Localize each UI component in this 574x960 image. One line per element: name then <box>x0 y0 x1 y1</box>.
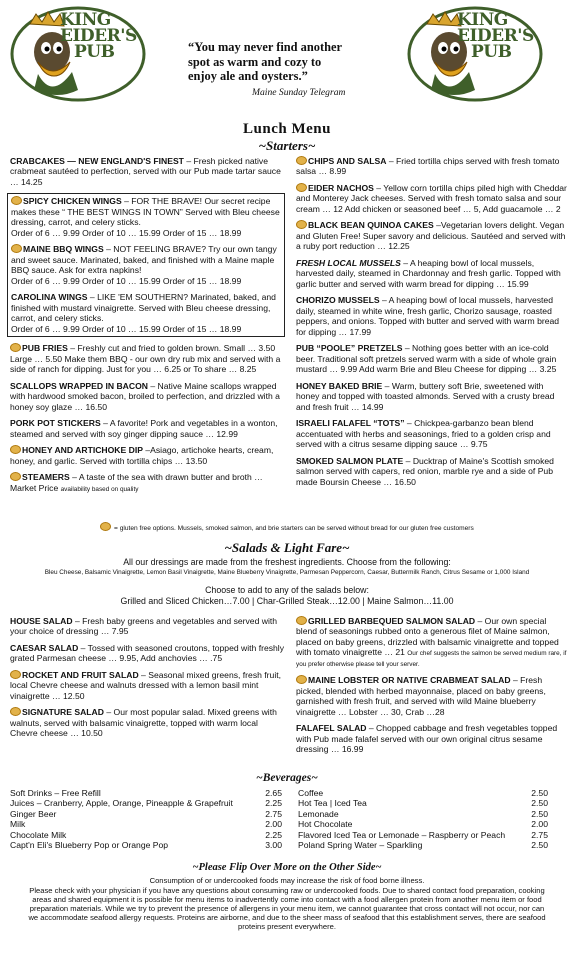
menu-item: GRILLED BARBEQUED SALMON SALAD – Our own special blend of seasonings rubbed onto a generous filet of Maine salmon, placed on baby greens, drizzled with balsamic vinaigrette and topped with tomato vinaigrette … 21 Our chef suggests the salmon be served medium rare, if you prefer otherwise please tell your server. <box>296 616 567 669</box>
gluten-free-icon <box>296 616 307 625</box>
beverage-row: Coffee 2.50 <box>298 788 548 798</box>
starters-right-column <box>296 156 568 493</box>
logo-left <box>8 4 163 104</box>
gluten-free-icon <box>10 343 21 352</box>
menu-item: CAESAR SALAD – Tossed with seasoned croutons, topped with freshly grated Parmesan cheese … 9.95, Add anchovies … .75 <box>10 642 285 664</box>
flip-notice: ~Please Flip Over More on the Other Side~ <box>192 862 382 873</box>
menu-item: FRESH LOCAL MUSSELS – A heaping bowl of local mussels, harvested daily, steamed in Chardonnay and fresh garlic. Topped with garlic butter and served with warm bread for dipping … 15.99 <box>296 257 561 289</box>
logo-wordmark: KING EIDER'S PUB <box>457 10 534 63</box>
dressings-intro: All our dressings are made from the freshest ingredients. Choose from the following: <box>123 557 451 567</box>
gluten-free-icon <box>11 244 22 253</box>
beverage-row: Hot Tea | Iced Tea 2.50 <box>298 798 548 809</box>
gluten-free-icon <box>10 445 21 454</box>
salads-left-column <box>10 616 285 745</box>
wings-box <box>7 193 285 337</box>
menu-item: ISRAELI FALAFEL “TOTS” – Chickpea-garbanzo bean blend accentuated with herbs and seasonings, fried to a golden crisp and served with a citrus sesame dipping sauce … 9.75 <box>296 418 551 450</box>
beverage-row: Chocolate Milk 2.25 <box>10 829 282 840</box>
menu-item: MAINE LOBSTER OR NATIVE CRABMEAT SALAD – Fresh picked, blended with herbed mayonnaise, placed on baby greens, garnished with fresh fruit, and served with wild Maine blueberry vinaigrette … Lobster … 30, Crab …28 <box>296 675 546 717</box>
addon-list: Grilled and Sliced Chicken…7.00 | Char-Grilled Steak…12.00 | Maine Salmon…11.00 <box>120 596 454 606</box>
header-quote: “You may never find another spot as warm and cozy to enjoy ale and oysters.” <box>188 40 342 84</box>
logo-right <box>405 4 560 104</box>
gluten-free-note: = gluten free options. Mussels, smoked salmon, and brie starters can be served without bread for our gluten free customers <box>0 522 574 533</box>
menu-item: HOUSE SALAD – Fresh baby greens and vegetables and served with your choice of dressing … 7.95 <box>10 616 278 637</box>
beverages-heading: ~Beverages~ <box>256 772 318 784</box>
menu-item: CAROLINA WINGS – LIKE 'EM SOUTHERN? Marinated, baked, and finished with mustard vinaigrette. Served with Bleu cheese dressing, carrot, and celery sticks. Order of 6 … 9.99 Order of 10 … 15.99 Order of 15 … 18.99 <box>11 292 276 334</box>
beverage-row: Ginger Beer 2.75 <box>10 808 282 819</box>
gluten-free-icon <box>296 675 307 684</box>
menu-title: Lunch Menu <box>243 121 331 137</box>
menu-item: BLACK BEAN QUINOA CAKES –Vegetarian lovers delight. Vegan and Gluten Free! Super savory and delicious. Sautéed and served with a ruby port reduction … 12.25 <box>296 220 566 252</box>
menu-item: HONEY BAKED BRIE – Warm, buttery soft Brie, sweetened with honey and topped with toasted almonds. Served with a crusty bread and fresh fruit … 14.99 <box>296 380 555 412</box>
menu-item: CRABCAKES — NEW ENGLAND'S FINEST – Fresh picked native crabmeat sautéed to perfection, served with our Pub made tartar sauce … 14.25 <box>10 156 281 187</box>
starters-left-column <box>10 156 285 499</box>
gluten-free-icon <box>100 522 111 531</box>
beverage-row: Capt'n Eli's Blueberry Pop or Orange Pop 3.00 <box>10 840 282 851</box>
salads-right-column <box>296 616 568 760</box>
gluten-free-icon <box>11 196 22 205</box>
gluten-free-icon <box>10 472 21 481</box>
menu-item: SCALLOPS WRAPPED IN BACON – Native Maine scallops wrapped with hardwood smoked bacon, broiled to perfection, and drizzled with a honey soy glaze … 16.50 <box>10 380 280 412</box>
beverage-row: Juices – Cranberry, Apple, Orange, Pineapple & Grapefruit 2.25 <box>10 798 282 809</box>
menu-item: PUB “POOLE” PRETZELS – Nothing goes better with an ice-cold beer. Traditional soft pretzels served warm with a side of whole grain mustard … 9.99 Add warm Brie and Bleu Cheese for dipping … 3.25 <box>296 343 557 375</box>
beverages-right-column <box>298 788 548 851</box>
menu-item: MAINE BBQ WINGS – NOT FEELING BRAVE? Try our own tangy and sweet sauce. Marinated, baked, and finished with a Maine maple BBQ sauce. Ask for extra napkins! Order of 6 … 9.99 Order of 10 … 15.99 Order of 15 … 18.99 <box>11 244 277 286</box>
gluten-free-icon <box>296 220 307 229</box>
beverages-left-column <box>10 788 282 851</box>
menu-item: PUB FRIES – Freshly cut and fried to golden brown. Small … 3.50 Large … 5.50 Make them BBQ - our own dry rub mix and served with a side of ranch for dipping. Just for you … 6.25 or To share … 8.25 <box>10 343 281 375</box>
dressings-list: Bleu Cheese, Balsamic Vinaigrette, Lemon Basil Vinaigrette, Maine Blueberry Vinaigrette, Parmesan Peppercorn, Caesar, Buttermilk Ranch, Citrus Sesame or 1,000 Island <box>44 569 530 576</box>
logo-wordmark: KING EIDER'S PUB <box>60 10 137 63</box>
gluten-free-icon <box>10 670 21 679</box>
food-warning: Consumption of or undercooked foods may increase the risk of food borne illness. <box>149 876 425 885</box>
addon-intro: Choose to add to any of the salads below: <box>205 585 369 595</box>
menu-item: PORK POT STICKERS – A favorite! Pork and vegetables in a wonton, steamed and served with soy ginger dipping sauce … 12.99 <box>10 418 278 439</box>
menu-item: ROCKET AND FRUIT SALAD – Seasonal mixed greens, fresh fruit, local Chevre cheese and walnuts dressed with a lemon basil mint vinaigrette … 12.50 <box>10 669 282 701</box>
menu-item: EIDER NACHOS – Yellow corn tortilla chips piled high with Cheddar and Monterey Jack cheeses. Served with fresh tomato salsa and sour cream … 12 Add chicken or seasoned beef … 5, Add guacamole … 2 <box>296 182 567 214</box>
beverage-row: Lemonade 2.50 <box>298 808 548 819</box>
beverage-row: Poland Spring Water – Sparkling 2.50 <box>298 840 548 851</box>
beverage-row: Soft Drinks – Free Refill 2.65 <box>10 788 282 798</box>
quote-source: Maine Sunday Telegram <box>252 87 346 98</box>
gluten-free-icon <box>296 183 307 192</box>
menu-item: SIGNATURE SALAD – Our most popular salad. Mixed greens with walnuts, served with balsamic vinaigrette, topped with warm local Chevre cheese … 10.50 <box>10 707 277 739</box>
menu-item: SMOKED SALMON PLATE – Ducktrap of Maine's Scottish smoked salmon served with capers, red onion, marble rye and a side of Pub made Boursin Cheese … 16.50 <box>296 455 554 487</box>
menu-item: CHIPS AND SALSA – Fried tortilla chips served with fresh tomato salsa … 8.99 <box>296 156 560 177</box>
gluten-free-icon <box>10 707 21 716</box>
menu-item: SPICY CHICKEN WINGS – FOR THE BRAVE! Our secret recipe makes these “ THE BEST WINGS IN TOWN” Served with Bleu cheese dressing, carrot, and celery sticks. Order of 6 … 9.99 Order of 10 … 15.99 Order of 15 … 18.99 <box>11 196 280 238</box>
salads-heading: ~Salads & Light Fare~ <box>224 540 350 555</box>
starters-heading: ~Starters~ <box>258 138 316 153</box>
beverage-row: Milk 2.00 <box>10 819 282 830</box>
menu-item: HONEY AND ARTICHOKE DIP –Asiago, artichoke hearts, cream, honey, and garlic. Served with tortilla chips … 13.50 <box>10 445 274 466</box>
beverage-row: Flavored Iced Tea or Lemonade – Raspberry or Peach 2.75 <box>298 829 548 840</box>
menu-item: CHORIZO MUSSELS – A heaping bowl of local mussels, harvested daily, steamed in white wine, fresh garlic, Chorizo sausage, roasted peppers, and onions. Topped with butter and served with warm bread for dipping … 17.99 <box>296 295 560 337</box>
allergen-disclaimer: Please check with your physician if you have any questions about consuming raw or undercooked foods. Due to shared contact food preparation, cooking areas and shared equipment it is possible for menu items to inadvertently come into contact with a food allergen protein from another menu item or food preparation materials. While we try to prevent the presence of allergens in your menu item, we cannot guarantee that cross contact will not occur, nor can we accommodate seafood allergy requests. Proteins are airborne, and due to the sheer mass of seafood that this establishment serves, there are seafood proteins present everywhere. <box>28 886 546 932</box>
menu-item: STEAMERS – A taste of the sea with drawn butter and broth … Market Price availability based on quality <box>10 472 263 493</box>
beverage-row: Hot Chocolate 2.00 <box>298 819 548 830</box>
gluten-free-icon <box>296 156 307 165</box>
menu-item: FALAFEL SALAD – Chopped cabbage and fresh vegetables topped with Pub made falafel served with our own original citrus sesame dressing … 16.99 <box>296 723 558 754</box>
